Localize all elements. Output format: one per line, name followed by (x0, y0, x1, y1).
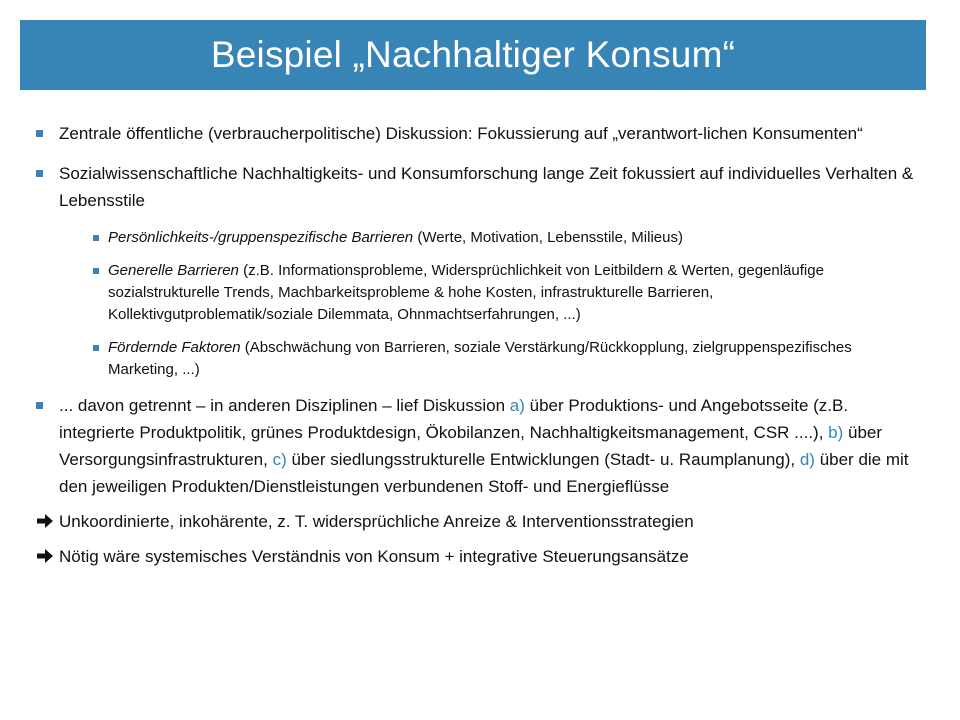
subbullet-personal-barriers (36, 227, 916, 249)
square-bullet-icon (93, 268, 99, 274)
subbullet-text: (z.B. Informationsprobleme, Widersprüchlichkeit von Leitbildern & Werten, gegenläufige sozialstrukturelle Trends, Machbarkeitsprobleme & hohe Kosten, infrastrukturelle Barrieren, Kollektivgutproblematik/soziale Dilemmata, Ohnmachtserfahrungen, ...) (108, 262, 824, 323)
bullet-research-focus (36, 160, 916, 214)
title-bar (20, 20, 926, 90)
subbullet-text: (Werte, Motivation, Lebensstile, Milieus) (413, 229, 683, 246)
marker-b: b) (828, 423, 844, 442)
square-bullet-icon (36, 130, 43, 137)
arrow-right-icon (36, 509, 54, 533)
bullet-text: Zentrale öffentliche (verbraucherpolitische) Diskussion: Fokussierung auf „verantwort-lichen Konsumenten“ (59, 124, 863, 143)
bullet-text-part: über Produktions- und Angebotsseite (z.B. integrierte Produktpolitik, grünes Produktdesign, Ökobilanzen, Nachhaltigkeitsmanagement, CSR ....), (59, 396, 849, 442)
marker-a: a) (509, 396, 525, 415)
square-bullet-icon (93, 345, 99, 351)
slide-content (36, 120, 916, 578)
subbullet-general-barriers (36, 260, 916, 326)
marker-c: c) (272, 450, 287, 469)
square-bullet-icon (36, 170, 43, 177)
subbullet-emphasis: Generelle Barrieren (108, 262, 239, 279)
subbullet-text: (Abschwächung von Barrieren, soziale Verstärkung/Rückkopplung, zielgruppenspezifisches Marketing, ...) (108, 339, 852, 378)
bullet-other-disciplines (36, 392, 916, 500)
slide-title: Beispiel „Nachhaltiger Konsum“ (210, 34, 736, 75)
conclusion-text: Nötig wäre systemisches Verständnis von Konsum + integrative Steuerungsansätze (59, 547, 689, 566)
conclusion-incoherent (36, 508, 916, 535)
conclusion-text: Unkoordinierte, inkohärente, z. T. widersprüchliche Anreize & Interventionsstrategien (59, 512, 694, 531)
subbullet-emphasis: Fördernde Faktoren (108, 339, 241, 356)
bullet-text: Sozialwissenschaftliche Nachhaltigkeits- und Konsumforschung lange Zeit fokussiert auf individuelles Verhalten & Lebensstile (59, 164, 914, 210)
bullet-text-part: über die mit den jeweiligen Produkten/Dienstleistungen verbundenen Stoff- und Energieflüsse (59, 450, 909, 496)
bullet-text-part: über Versorgungsinfrastrukturen, (59, 423, 883, 469)
arrow-right-icon (36, 544, 54, 568)
conclusion-systemic (36, 543, 916, 570)
subbullet-emphasis: Persönlichkeits-/gruppenspezifische Barrieren (108, 229, 414, 246)
marker-d: d) (799, 450, 815, 469)
square-bullet-icon (93, 235, 99, 241)
bullet-public-discussion (36, 120, 916, 147)
bullet-text-part: ... davon getrennt – in anderen Disziplinen – lief Diskussion (59, 396, 510, 415)
bullet-text-part: über siedlungsstrukturelle Entwicklungen (Stadt- u. Raumplanung), (286, 450, 800, 469)
subbullet-promoting-factors (36, 337, 916, 381)
square-bullet-icon (36, 402, 43, 409)
